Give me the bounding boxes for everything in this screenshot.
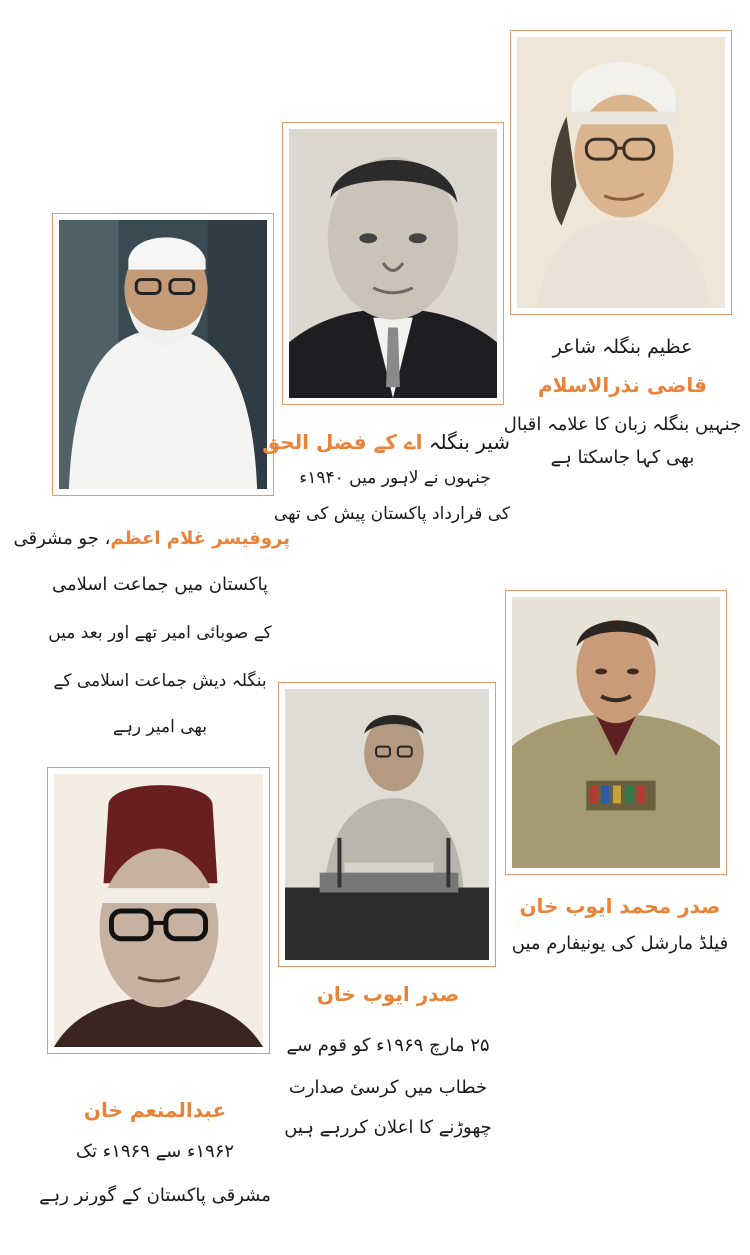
ayub-speech-name: صدر ایوب خان [316, 982, 460, 1006]
fazlul-line1 [262, 424, 510, 460]
azam-line3: کے صوبائی امیر تھے اور بعد میں [48, 623, 272, 643]
photo-ayub-uniform [505, 590, 727, 875]
fazlul-portrait-icon [289, 129, 497, 398]
photo-monem [47, 767, 270, 1054]
azam-line2: پاکستان میں جماعت اسلامی [51, 574, 269, 595]
ayub-uniform-portrait-icon [512, 597, 720, 868]
azam-line5: بھی امیر رہے [112, 717, 207, 737]
fazlul-prefix: شیر بنگلہ [428, 430, 510, 454]
photo-ayub-speech [278, 682, 496, 967]
azam-line4: بنگلہ دیش جماعت اسلامی کے [53, 671, 267, 691]
ayub-speech-line2: ۲۵ مارچ ۱۹۶۹ء کو قوم سے [286, 1035, 490, 1056]
azam-line1 [13, 517, 290, 561]
monem-line2: ۱۹۶۲ء سے ۱۹۶۹ء تک [75, 1141, 235, 1162]
caption-azam [13, 517, 290, 749]
azam-after-name: ، جو مشرقی [13, 528, 111, 549]
caption-ayub-speech [268, 976, 508, 1148]
caption-monem [30, 1090, 280, 1218]
fazlul-line3: کی قرارداد پاکستان پیش کی تھی [273, 504, 510, 524]
ayub-speech-line4: چھوڑنے کا اعلان کررہے ہیں [284, 1117, 492, 1138]
ayub-speech-line3: خطاب میں کرسئ صدارت [288, 1077, 488, 1098]
nazrul-name: قاضی نذرالاسلام [538, 373, 707, 397]
fazlul-line2: جنہوں نے لاہور میں ۱۹۴۰ء [299, 468, 491, 488]
ayub-uniform-line2: فیلڈ مارشل کی یونیفارم میں [511, 933, 729, 954]
photo-fazlul [282, 122, 504, 405]
photo-nazrul [510, 30, 732, 315]
ayub-speech-photo-icon [285, 689, 489, 960]
fazlul-name: اے کے فضل الحق [262, 430, 423, 454]
nazrul-line1: عظیم بنگلہ شاعر [552, 336, 693, 358]
monem-name: عبدالمنعم خان [83, 1098, 227, 1122]
nazrul-line3: جنہیں بنگلہ زبان کا علامہ اقبال [503, 414, 742, 435]
monem-portrait-icon [54, 774, 263, 1047]
azam-portrait-icon [59, 220, 267, 489]
ayub-uniform-name: صدر محمد ایوب خان [519, 894, 721, 918]
caption-ayub-uniform [500, 888, 740, 964]
azam-name: پروفیسر غلام اعظم [110, 528, 290, 549]
nazrul-portrait-icon [517, 37, 725, 308]
monem-line3: مشرقی پاکستان کے گورنر رہے [39, 1185, 271, 1206]
nazrul-line4: بھی کہا جاسکتا ہے [550, 447, 695, 468]
caption-fazlul [262, 424, 510, 532]
photo-azam [52, 213, 274, 496]
caption-nazrul [500, 332, 745, 474]
